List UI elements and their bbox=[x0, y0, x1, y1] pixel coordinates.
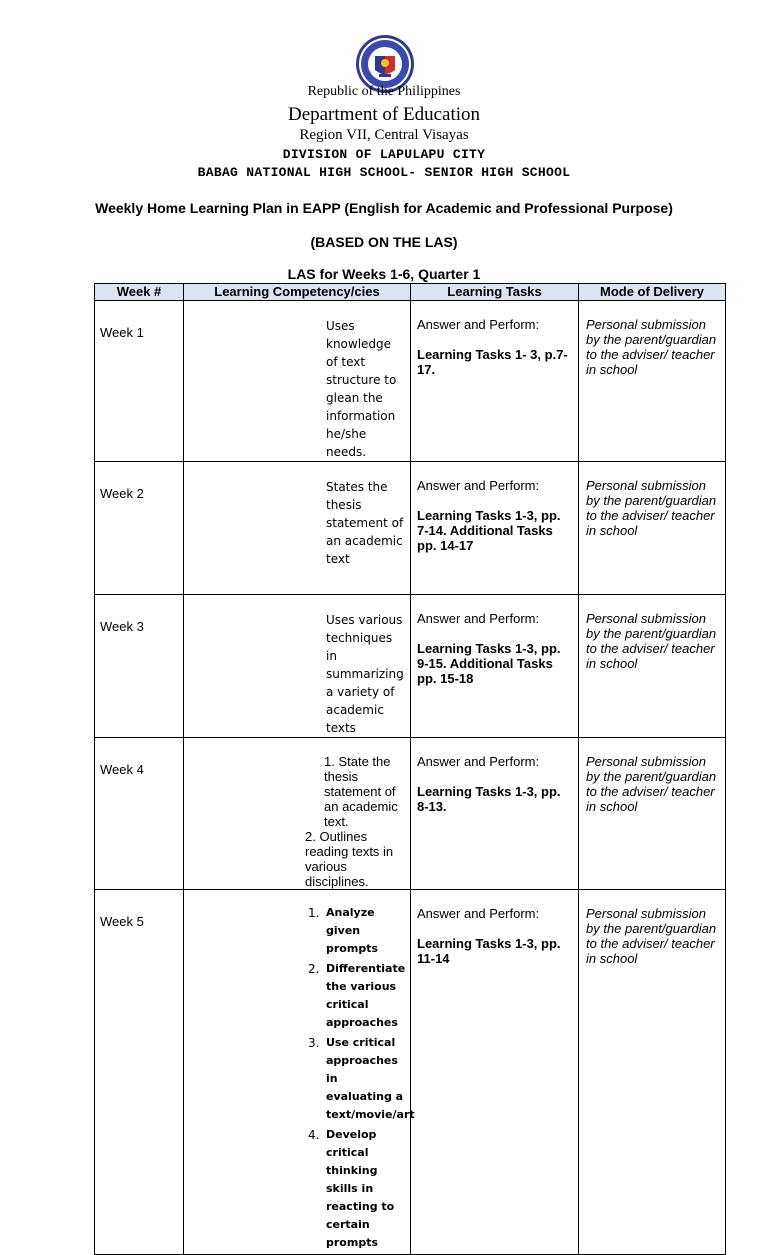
task-cell bbox=[411, 462, 579, 595]
competency-item: 2. Outlines reading texts in various disciplines. bbox=[305, 829, 394, 889]
las-line: LAS for Weeks 1-6, Quarter 1 bbox=[287, 266, 481, 282]
col-header-mode: Mode of Delivery bbox=[579, 284, 726, 301]
task-detail: Learning Tasks 1-3, pp. 9-15. Additional Tasks pp. 15-18 bbox=[417, 641, 561, 686]
table-row bbox=[95, 890, 726, 1255]
competency-list bbox=[184, 904, 415, 1252]
list-item: 3. Use critical approaches in evaluating a text/movie/art bbox=[308, 1036, 415, 1121]
competency-text: Uses various techniques in summarizing a variety of academic texts bbox=[326, 613, 404, 735]
competency-cell bbox=[184, 890, 415, 1255]
competency-item: 1. State the thesis statement of an academic text. bbox=[324, 754, 398, 829]
task-cell bbox=[411, 738, 579, 890]
mode-cell: Personal submission by the parent/guardian to the adviser/ teacher in school bbox=[579, 462, 726, 595]
mode-cell: Personal submission by the parent/guardian to the adviser/ teacher in school bbox=[579, 301, 726, 462]
task-intro: Answer and Perform: bbox=[417, 906, 540, 921]
col-header-tasks: Learning Tasks bbox=[411, 284, 579, 301]
table-row bbox=[95, 595, 726, 738]
competency-cell bbox=[184, 301, 411, 462]
competency-item: Develop critical thinking skills in reacting to certain prompts bbox=[326, 1128, 395, 1249]
week-cell: Week 3 bbox=[95, 595, 184, 738]
task-detail: Learning Tasks 1-3, pp. 8-13. bbox=[417, 784, 561, 814]
competency-text: States the thesis statement of an academic text bbox=[326, 480, 404, 566]
competency-item: Analyze given prompts bbox=[326, 906, 378, 955]
col-header-week: Week # bbox=[95, 284, 184, 301]
region-line: Region VII, Central Visayas bbox=[299, 127, 469, 143]
table-row bbox=[95, 301, 726, 462]
task-detail: Learning Tasks 1- 3, p.7-17. bbox=[417, 347, 568, 377]
competency-cell bbox=[184, 462, 411, 595]
list-item: 1. Analyze given prompts bbox=[308, 906, 378, 955]
task-intro: Answer and Perform: bbox=[417, 317, 540, 332]
mode-cell: Personal submission by the parent/guardian to the adviser/ teacher in school bbox=[579, 595, 726, 738]
plan-title: Weekly Home Learning Plan in EAPP (English for Academic and Professional Purpose) bbox=[95, 200, 673, 216]
task-detail: Learning Tasks 1-3, pp. 11-14 bbox=[417, 936, 561, 966]
competency-item: Differentiate the various critical approaches bbox=[326, 962, 406, 1029]
school-line: BABAG NATIONAL HIGH SCHOOL- SENIOR HIGH SCHOOL bbox=[197, 165, 571, 180]
competency-cell bbox=[184, 595, 411, 738]
col-header-competency: Learning Competency/cies bbox=[184, 284, 411, 301]
task-intro: Answer and Perform: bbox=[417, 611, 540, 626]
division-line: DIVISION OF LAPULAPU CITY bbox=[282, 147, 486, 162]
learning-plan-table bbox=[94, 283, 726, 1255]
list-item: 2. Differentiate the various critical approaches bbox=[308, 962, 406, 1029]
week-cell: Week 4 bbox=[95, 738, 184, 890]
republic-line: Republic of the Philippines bbox=[307, 84, 461, 99]
task-cell bbox=[411, 301, 579, 462]
mode-cell: Personal submission by the parent/guardian to the adviser/ teacher in school bbox=[579, 890, 726, 1255]
department-title: Department of Education bbox=[287, 104, 481, 125]
competency-cell bbox=[184, 738, 411, 890]
task-intro: Answer and Perform: bbox=[417, 478, 540, 493]
based-on-line: (BASED ON THE LAS) bbox=[310, 234, 458, 250]
table-header-row bbox=[95, 284, 726, 301]
task-intro: Answer and Perform: bbox=[417, 754, 540, 769]
task-detail: Learning Tasks 1-3, pp. 7-14. Additional Tasks pp. 14-17 bbox=[417, 508, 561, 553]
week-cell: Week 1 bbox=[95, 301, 184, 462]
competency-text: Uses knowledge of text structure to glean the information he/she needs. bbox=[326, 319, 397, 459]
task-cell bbox=[411, 595, 579, 738]
competency-item: Use critical approaches in evaluating a text/movie/art bbox=[326, 1036, 415, 1121]
week-cell: Week 5 bbox=[95, 890, 184, 1255]
task-cell bbox=[411, 890, 579, 1255]
week-cell: Week 2 bbox=[95, 462, 184, 595]
table-row bbox=[95, 738, 726, 890]
mode-cell: Personal submission by the parent/guardian to the adviser/ teacher in school bbox=[579, 738, 726, 890]
table-row bbox=[95, 462, 726, 595]
list-item: 4. Develop critical thinking skills in reacting to certain prompts bbox=[308, 1128, 395, 1249]
